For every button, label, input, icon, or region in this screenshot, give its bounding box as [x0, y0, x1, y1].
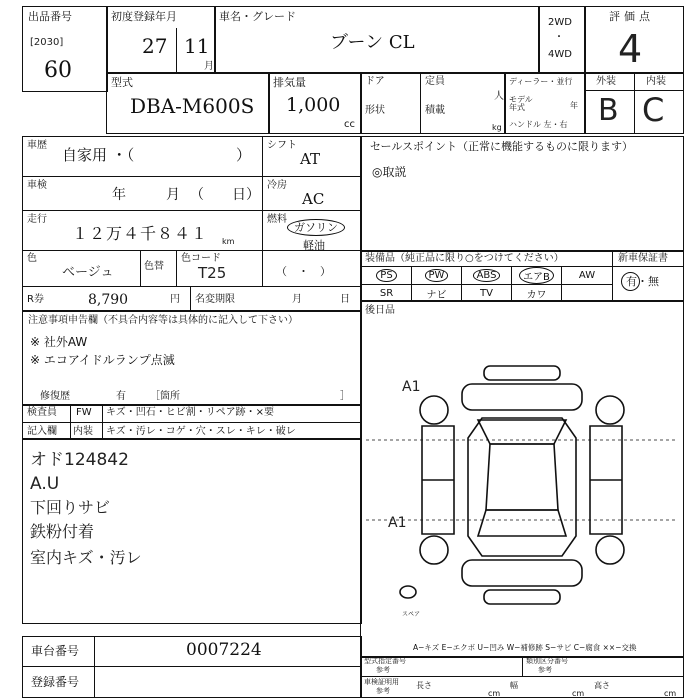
sales-point-label: セールスポイント（正常に機能するものに限ります）: [370, 140, 634, 153]
interior-grade: C: [642, 91, 665, 129]
inspection-month: 月: [166, 187, 180, 203]
warranty-yes-circle: [621, 272, 640, 291]
handwritten-line-5: 室内キズ・汚レ: [30, 548, 142, 567]
sales-point-manual: ◎取説: [372, 165, 407, 179]
interior-entry-items: キズ・汚レ・コゲ・穴・スレ・キレ・破レ: [106, 426, 296, 437]
category-number-label: 類別区分番号: [526, 657, 568, 665]
drive-2wd: 2WD: [548, 17, 572, 28]
first-reg-month: 11: [184, 34, 210, 58]
repair-label: 修復歴: [40, 391, 70, 402]
type-label: 型式: [111, 76, 133, 89]
sales-point-box: [360, 136, 684, 252]
height-unit: cm: [664, 689, 677, 698]
lot-number-sub: [2030]: [30, 37, 64, 48]
equip-abs: ABS: [473, 269, 501, 282]
inspector-fw: FW: [76, 407, 92, 418]
color-code-value: T25: [198, 264, 227, 282]
width-unit: cm: [572, 689, 585, 698]
history-value: 自家用 ・（: [62, 146, 135, 164]
displacement-label: 排気量: [273, 76, 306, 89]
equip-pw: PW: [425, 269, 449, 282]
equip-aw: AW: [578, 270, 596, 281]
equip-airbag: エアB: [519, 267, 554, 284]
color-value: ベージュ: [62, 265, 114, 280]
first-reg-month-unit: 月: [204, 61, 214, 72]
color-swap-label: 色替: [144, 261, 164, 272]
shape-label: 形状: [365, 105, 385, 116]
load-label: 積載: [425, 105, 445, 116]
repair-close: ］: [340, 391, 350, 402]
type-value: DBA-M600S: [130, 94, 255, 118]
handwritten-line-3: 下回りサビ: [30, 498, 111, 517]
notes-line-2: ※ エコアイドルランプ点滅: [30, 353, 175, 367]
type-designation-label: 型式指定番号: [364, 657, 406, 665]
inspection-year: 年: [112, 187, 126, 203]
drive-dot: ・: [554, 32, 564, 43]
equipment-row-1: [362, 267, 612, 284]
notes-label: 注意事項申告欄（不具合内容等は具体的に記入して下さい）: [28, 315, 298, 326]
length-unit: cm: [488, 689, 501, 698]
damage-mark-1: A1: [402, 379, 421, 395]
ac-value: AC: [302, 190, 325, 208]
spare-label: スペア: [402, 611, 421, 618]
mileage-value: １２万４千８４１: [72, 224, 209, 243]
equip-leather: カワ: [526, 290, 547, 301]
color-code-label: 色コード: [181, 253, 221, 264]
car-diagram: [362, 360, 682, 620]
handle-label: ハンドル 左・右: [509, 120, 568, 129]
load-unit: kg: [492, 123, 502, 132]
chassis-label: 車台番号: [31, 644, 80, 658]
exterior-grade: B: [598, 93, 619, 128]
repair-place: ［箇所: [150, 391, 180, 402]
interior-label: 内装: [646, 76, 666, 87]
capacity-unit: 人: [494, 91, 504, 102]
inspection-day: （ 日）: [190, 187, 260, 203]
fuel-label: 燃料: [267, 214, 287, 225]
warranty-label: 新車保証書: [618, 253, 668, 264]
recycle-label: R券: [27, 294, 44, 305]
equip-tv: TV: [480, 288, 493, 299]
first-reg-year: 27: [142, 34, 168, 58]
length-label: 長さ: [416, 681, 432, 690]
ac-label: 冷房: [267, 180, 287, 191]
equip-sr: SR: [379, 288, 394, 299]
history-label: 車歴: [27, 140, 47, 151]
type-designation-ref: 参考: [376, 666, 390, 674]
height-label: 高さ: [594, 681, 610, 690]
category-number-ref: 参考: [538, 666, 552, 674]
door-label: ドア: [365, 76, 385, 87]
handwritten-line-1: オド124842: [30, 450, 129, 470]
name-change-month: 月: [292, 294, 302, 305]
score-label: 評価点: [609, 10, 654, 23]
equip-ps: PS: [376, 269, 396, 282]
warranty-value: 有・無: [626, 275, 659, 288]
dealer-label: ディーラー・並行: [509, 77, 573, 86]
displacement-value: 1,000: [286, 94, 341, 116]
shift-label: シフト: [267, 140, 297, 151]
color-label: 色: [27, 253, 37, 264]
inspection-label: 車検: [27, 180, 47, 191]
mileage-unit: km: [222, 237, 235, 246]
equip-navi: ナビ: [426, 290, 447, 301]
entry-label: 記入欄: [27, 426, 57, 437]
diagram-legend: A−キズ E−エクボ U−凹み W−補修跡 S−サビ C−腐食 ××−交換: [413, 643, 637, 652]
inspector-label: 検査員: [27, 407, 57, 418]
interior-entry-label: 内装: [73, 426, 93, 437]
name-change-day: 日: [340, 294, 350, 305]
history-close: ）: [236, 146, 252, 164]
recycle-yen: 円: [170, 294, 180, 305]
displacement-cc: cc: [344, 119, 355, 130]
chassis-value: 0007224: [186, 640, 262, 660]
handwritten-line-2: A.U: [30, 474, 60, 494]
aftermarket-label: 後日品: [365, 305, 395, 316]
capacity-label: 定員: [425, 76, 445, 87]
exterior-label: 外装: [596, 76, 616, 87]
shift-value: AT: [300, 150, 321, 168]
repair-has: 有: [116, 391, 126, 402]
notes-line-1: ※ 社外AW: [30, 335, 88, 349]
score-value: 4: [618, 27, 643, 71]
width-label: 幅: [510, 681, 518, 690]
lot-number-label: 出品番号: [28, 10, 72, 23]
recycle-value: 8,790: [88, 292, 129, 308]
car-name-value: ブーン CL: [330, 32, 415, 53]
drive-4wd: 4WD: [548, 49, 572, 60]
lot-number-value: 60: [44, 58, 72, 83]
inspector-items: キズ・凹石・ヒビ割・リペア跡・×要: [106, 407, 274, 418]
name-change-label: 名変期限: [195, 294, 235, 305]
first-reg-label: 初度登録年月: [111, 10, 177, 23]
model-grade-label: 車名・グレード: [219, 10, 296, 23]
handwritten-line-4: 鉄粉付着: [30, 522, 95, 541]
model-year-label: モデル年式: [509, 95, 533, 112]
fuel-gasoline: ガソリン: [287, 219, 345, 236]
damage-mark-2: A1: [388, 515, 407, 531]
model-year-unit: 年: [570, 101, 578, 110]
reg-number-label: 登録番号: [31, 675, 80, 689]
fuel-diesel: 軽油: [303, 239, 325, 252]
cert-ref: 参考: [376, 687, 390, 695]
cert-label: 車検証明用: [364, 678, 399, 686]
fuel-paren: （ ・ ）: [276, 265, 331, 278]
equipment-label: 装備品（純正品に限り○をつけてください）: [365, 253, 564, 264]
mileage-label: 走行: [27, 214, 47, 225]
